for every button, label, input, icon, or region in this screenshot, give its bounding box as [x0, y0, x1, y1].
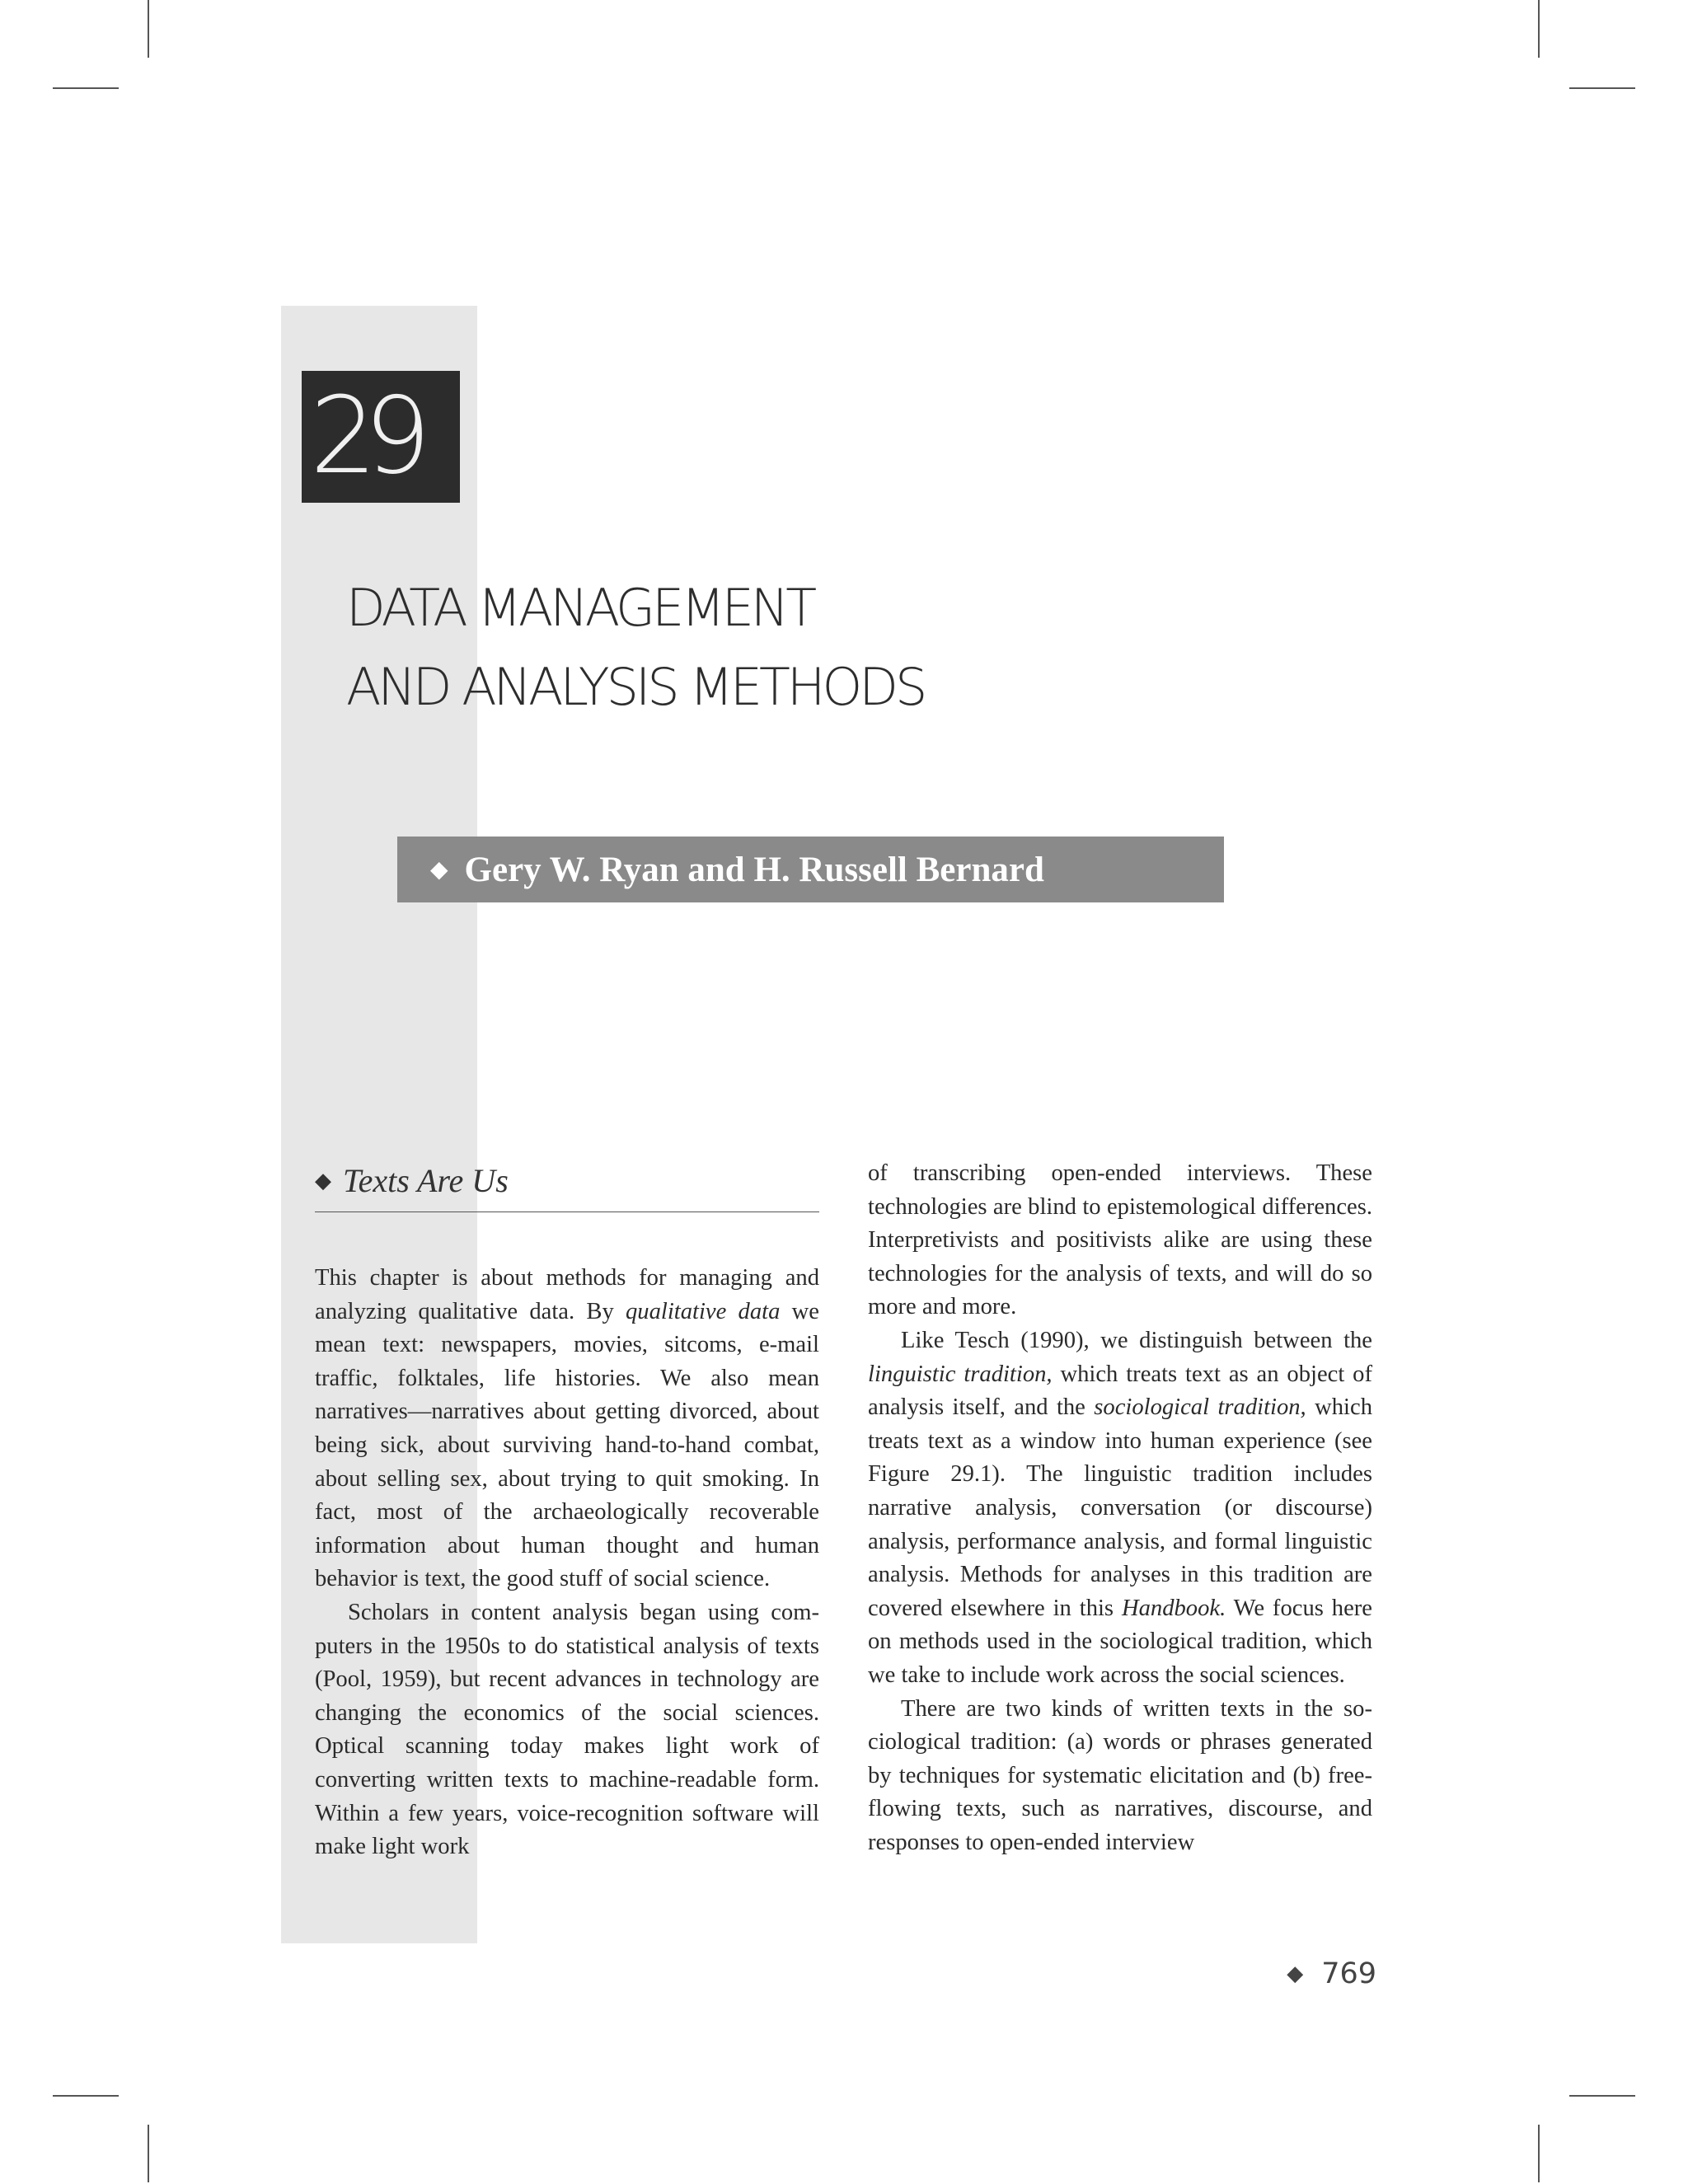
paragraph: of transcribing open-ended interviews. These technologies are blind to epistemological differences. Interpretivists and positivists alike are using these technologies for the analysis of texts, and will do so more and more.	[868, 1160, 1372, 1320]
paragraph: There are two kinds of written texts in the sociological tradition: (a) words or phrases generated by techniques for systematic elicitation and (b) free-flowing texts, such as narratives, discourse, and responses to open-ended interview	[868, 1695, 1372, 1855]
crop-mark-bottom-right-h	[1569, 2095, 1635, 2097]
crop-mark-bottom-left-h	[53, 2095, 119, 2097]
text-run: we mean text: newspapers, movies, sitcoms, e-mail traffic, folktales, life histories. We also mean narratives—narratives about getting divorced, about being sick, about surviving hand-to-hand combat, about selling sex, about trying to quit smoking. In fact, most of the archaeologically recoverable information about human thought and human behavior is text, the good stuff of social science.	[315, 1298, 819, 1592]
crop-mark-bottom-left	[148, 2125, 149, 2182]
diamond-icon: ◆	[1287, 1961, 1304, 1986]
crop-mark-top-left-h	[53, 87, 119, 89]
text-run: We focus here on methods used in the sociological tradition, which we take to include work across the social sciences.	[868, 1595, 1372, 1688]
crop-mark-top-right	[1538, 0, 1540, 58]
diamond-icon: ◆	[430, 857, 448, 883]
chapter-title-line-1: DATA MANAGEMENT	[346, 578, 814, 638]
left-column	[315, 1262, 819, 1864]
paragraph	[315, 1262, 819, 1596]
chapter-number: 29	[302, 371, 460, 503]
emphasis-term: linguistic tradition,	[868, 1361, 1053, 1387]
text-run: Like Tesch (1990), we distinguish between the	[901, 1327, 1372, 1353]
crop-mark-bottom-right	[1538, 2125, 1540, 2182]
section-heading	[315, 1150, 819, 1212]
author-names: Gery W. Ryan and H. Russell Bernard	[464, 850, 1044, 889]
paragraph	[868, 1324, 1372, 1693]
emphasis-term: qualitative data	[626, 1298, 781, 1324]
chapter-title-line-2: AND ANALYSIS METHODS	[346, 657, 925, 717]
crop-mark-top-left	[148, 0, 149, 58]
page-number-text: 769	[1321, 1957, 1376, 1990]
section-heading-text: Texts Are Us	[343, 1162, 509, 1199]
chapter-title	[346, 569, 924, 727]
author-bar	[397, 837, 1224, 902]
diamond-icon: ◆	[315, 1168, 331, 1193]
right-column	[868, 1157, 1372, 1859]
text-run: which treats text as an object of analysis itself, and the	[868, 1361, 1372, 1421]
crop-mark-top-right-h	[1569, 87, 1635, 89]
paragraph: Scholars in content analysis began using computers in the 1950s to do statistical analysis of texts (Pool, 1959), but recent advances in technology are changing the economics of the social sciences. Optical scanning today makes light work of converting written texts to machine-readable form. Within a few years, voice-recognition software will make light work	[315, 1599, 819, 1860]
text-run: which treats text as a window into human experience (see Figure 29.1). The linguistic tradition includes narrative analysis, conversation (or discourse) analysis, performance analysis, and formal linguistic analysis. Methods for analyses in this tradition are covered elsewhere in this	[868, 1394, 1372, 1621]
emphasis-term: sociological tradition,	[1094, 1394, 1306, 1421]
emphasis-term: Handbook.	[1121, 1595, 1226, 1621]
page-number	[1282, 1957, 1376, 1990]
text-run: This chapter is about methods for managing and analyzing qualitative data. By	[315, 1265, 819, 1324]
